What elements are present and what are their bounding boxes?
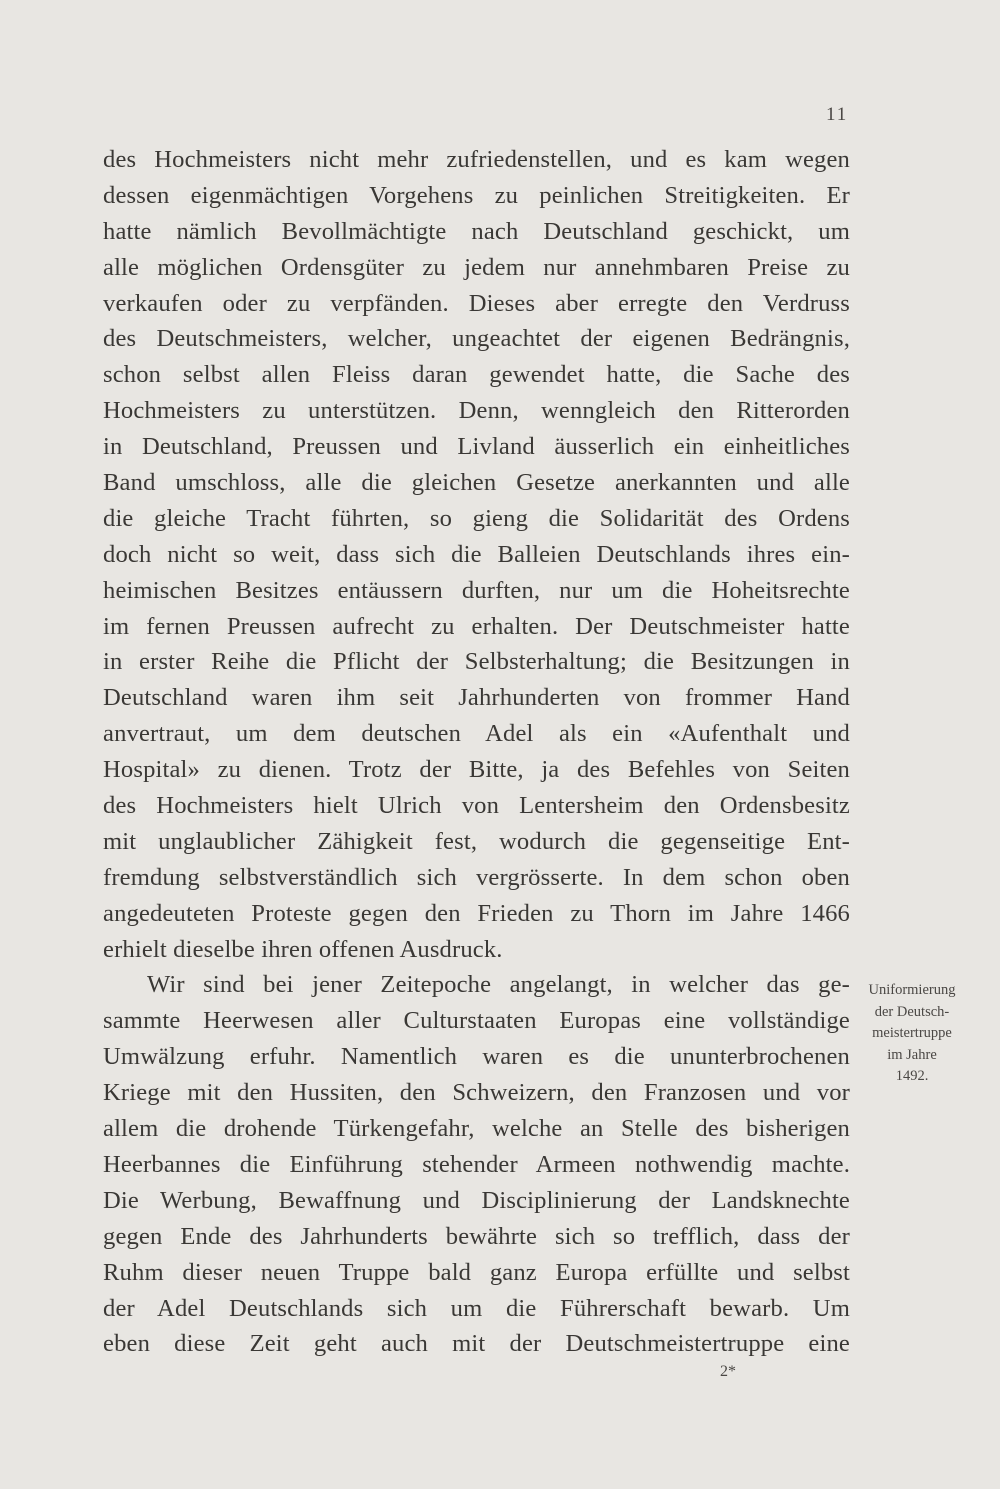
page-number: 11 xyxy=(826,104,849,125)
margin-note-line: 1492. xyxy=(895,1068,929,1084)
text-line: schon selbst allen Fleiss daran gewendet hatte, die Sache des xyxy=(103,361,850,389)
body-text xyxy=(103,142,850,1362)
text-line: anvertraut, um dem deutschen Adel als ein «Aufenthalt und xyxy=(103,720,850,748)
text-line: hatte nämlich Bevollmächtigte nach Deutschland geschickt, um xyxy=(103,217,850,245)
text-line: Heerbannes die Einführung stehender Armeen nothwendig machte. xyxy=(103,1150,850,1178)
text-line: in Deutschland, Preussen und Livland äusserlich ein einheitliches xyxy=(103,433,850,461)
text-line: Umwälzung erfuhr. Namentlich waren es die ununterbrochenen xyxy=(103,1043,850,1071)
text-line: Hospital» zu dienen. Trotz der Bitte, ja des Befehles von Seiten xyxy=(103,756,850,784)
text-line: der Adel Deutschlands sich um die Führerschaft bewarb. Um xyxy=(103,1294,850,1322)
text-line: Die Werbung, Bewaffnung und Disciplinierung der Landsknechte xyxy=(103,1186,850,1214)
text-line: Kriege mit den Hussiten, den Schweizern, den Franzosen und vor xyxy=(103,1079,850,1107)
text-line: eben diese Zeit geht auch mit der Deutschmeistertruppe eine xyxy=(103,1330,850,1358)
text-line: mit unglaublicher Zähigkeit fest, wodurch die gegenseitige Ent- xyxy=(103,827,850,855)
text-line: sammte Heerwesen aller Culturstaaten Europas eine vollständige xyxy=(103,1007,850,1035)
text-line: des Hochmeisters hielt Ulrich von Lentersheim den Ordensbesitz xyxy=(103,792,850,820)
text-line: gegen Ende des Jahrhunderts bewährte sich so trefflich, dass der xyxy=(103,1222,850,1250)
text-line: in erster Reihe die Pflicht der Selbsterhaltung; die Besitzungen in xyxy=(103,648,850,676)
text-line: des Hochmeisters nicht mehr zufriedenstellen, und es kam wegen xyxy=(103,146,850,173)
text-line: allem die drohende Türkengefahr, welche an Stelle des bisherigen xyxy=(103,1115,850,1143)
text-line: heimischen Besitzes entäussern durften, nur um die Hoheitsrechte xyxy=(103,576,850,604)
margin-note-line: der Deutsch- xyxy=(874,1003,950,1020)
margin-note-line: im Jahre xyxy=(887,1046,937,1063)
text-line: Ruhm dieser neuen Truppe bald ganz Europa erfüllte und selbst xyxy=(103,1258,850,1286)
margin-note-line: Uniformierung xyxy=(868,982,956,998)
text-line: die gleiche Tracht führten, so gieng die Solidarität des Ordens xyxy=(103,504,850,532)
signature-mark: 2* xyxy=(720,1363,736,1380)
text-line: Band umschloss, alle die gleichen Gesetze anerkannten und alle xyxy=(103,469,850,497)
text-line: alle möglichen Ordensgüter zu jedem nur annehmbaren Preise zu xyxy=(103,253,850,281)
margin-note-line: meistertruppe xyxy=(872,1025,952,1041)
text-line: erhielt dieselbe ihren offenen Ausdruck. xyxy=(103,935,503,963)
text-line: angedeuteten Proteste gegen den Frieden zu Thorn im Jahre 1466 xyxy=(103,899,850,927)
text-line: doch nicht so weit, dass sich die Balleien Deutschlands ihres ein- xyxy=(103,540,850,568)
text-line: Wir sind bei jener Zeitepoche angelangt, in welcher das ge- xyxy=(147,971,850,999)
text-line: Deutschland waren ihm seit Jahrhunderten von frommer Hand xyxy=(103,684,850,712)
text-line: im fernen Preussen aufrecht zu erhalten. Der Deutschmeister hatte xyxy=(103,612,850,640)
text-line: Hochmeisters zu unterstützen. Denn, wenngleich den Ritterorden xyxy=(103,397,850,425)
text-line: des Deutschmeisters, welcher, ungeachtet der eigenen Bedrängnis, xyxy=(103,325,850,353)
text-line: dessen eigenmächtigen Vorgehens zu peinlichen Streitigkeiten. Er xyxy=(103,181,850,209)
margin-note xyxy=(852,980,972,1088)
text-line: verkaufen oder zu verpfänden. Dieses aber erregte den Verdruss xyxy=(103,289,850,317)
text-line: fremdung selbstverständlich sich vergrösserte. In dem schon oben xyxy=(103,863,850,891)
